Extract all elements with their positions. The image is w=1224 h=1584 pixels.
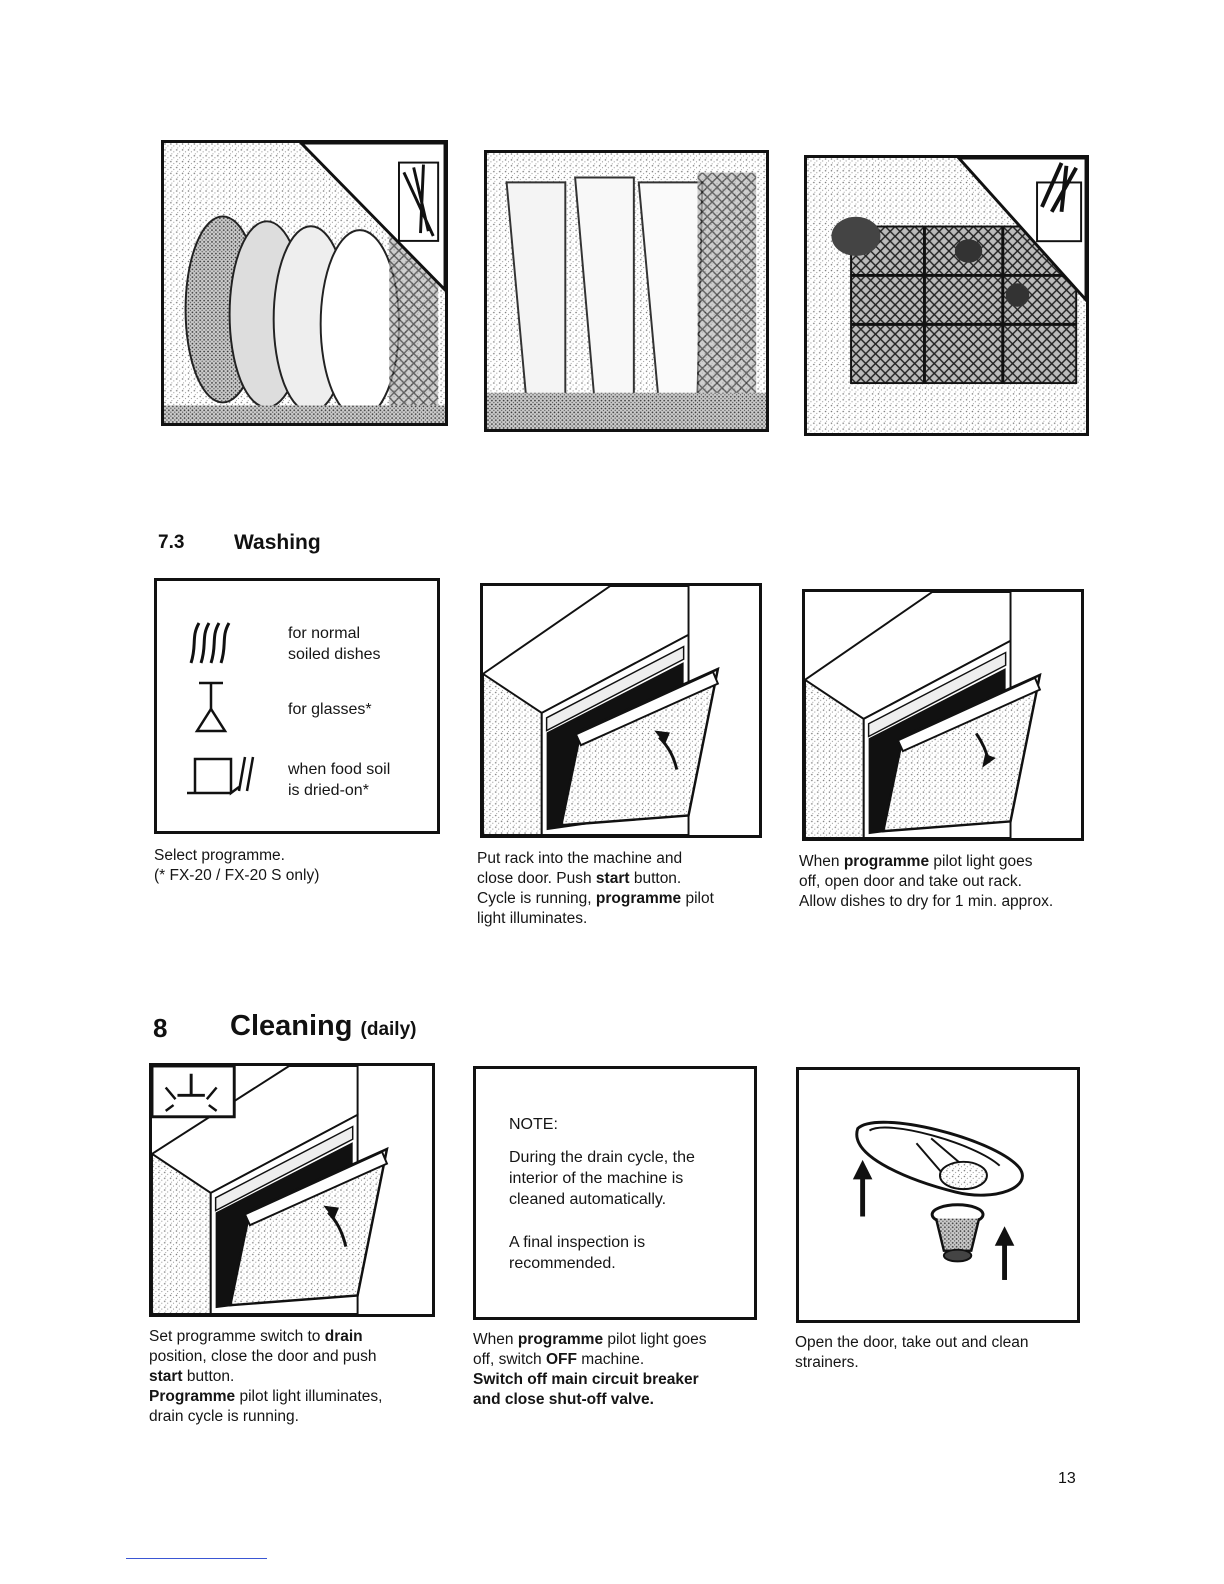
drain-position-illustration xyxy=(149,1063,435,1317)
up-arrow-icon xyxy=(853,1160,873,1217)
note-paragraph-2: A final inspection is recommended. xyxy=(509,1234,646,1272)
section-7-3-title: Washing xyxy=(234,531,321,554)
programme-label-normal: for normal soiled dishes xyxy=(288,625,381,663)
put-rack-caption: Put rack into the machine and close door. Push start button. Cycle is running, programme pilot light illuminates. xyxy=(477,850,714,927)
cylinder-strainer-icon xyxy=(932,1205,983,1262)
plates-loading-photo xyxy=(161,140,448,426)
section-8-subtitle: (daily) xyxy=(360,1019,417,1040)
note-label: NOTE: xyxy=(509,1116,558,1133)
switch-off-caption: When programme pilot light goes off, switch OFF machine. Switch off main circuit breaker and close shut-off valve. xyxy=(473,1331,707,1408)
normal-wash-icon xyxy=(181,615,241,675)
machine-door-close-illustration xyxy=(480,583,762,838)
glass-icon xyxy=(191,679,231,739)
machine-door-open-illustration xyxy=(802,589,1084,841)
note-paragraph-1: During the drain cycle, the interior of the machine is cleaned automatically. xyxy=(509,1149,695,1208)
trays-loading-photo xyxy=(484,150,769,432)
note-box xyxy=(473,1066,757,1320)
strainers-illustration xyxy=(796,1067,1080,1323)
cutlery-basket-photo xyxy=(804,155,1089,436)
section-8-title: Cleaning (daily) xyxy=(230,1010,417,1042)
programme-label-glasses: for glasses* xyxy=(288,701,372,718)
set-drain-caption: Set programme switch to drain position, close the door and push start button. Programme pilot light illuminates, drain cycle is running. xyxy=(149,1328,383,1425)
section-8-number: 8 xyxy=(153,1013,168,1043)
flat-strainer-icon xyxy=(857,1122,1023,1195)
dried-soil-icon xyxy=(183,751,263,801)
clean-strainers-caption: Open the door, take out and clean strainers. xyxy=(795,1334,1029,1371)
programme-label-dried: when food soil is dried-on* xyxy=(288,761,391,799)
section-7-3-number: 7.3 xyxy=(158,532,185,553)
page-number: 13 xyxy=(1058,1470,1076,1487)
programme-selector-panel xyxy=(154,578,440,834)
footer-rule xyxy=(126,1558,267,1559)
take-out-rack-caption: When programme pilot light goes off, open door and take out rack. Allow dishes to dry for 1 min. approx. xyxy=(799,853,1054,910)
up-arrow-icon xyxy=(995,1226,1015,1280)
select-programme-caption: Select programme. (* FX-20 / FX-20 S only) xyxy=(154,847,320,884)
